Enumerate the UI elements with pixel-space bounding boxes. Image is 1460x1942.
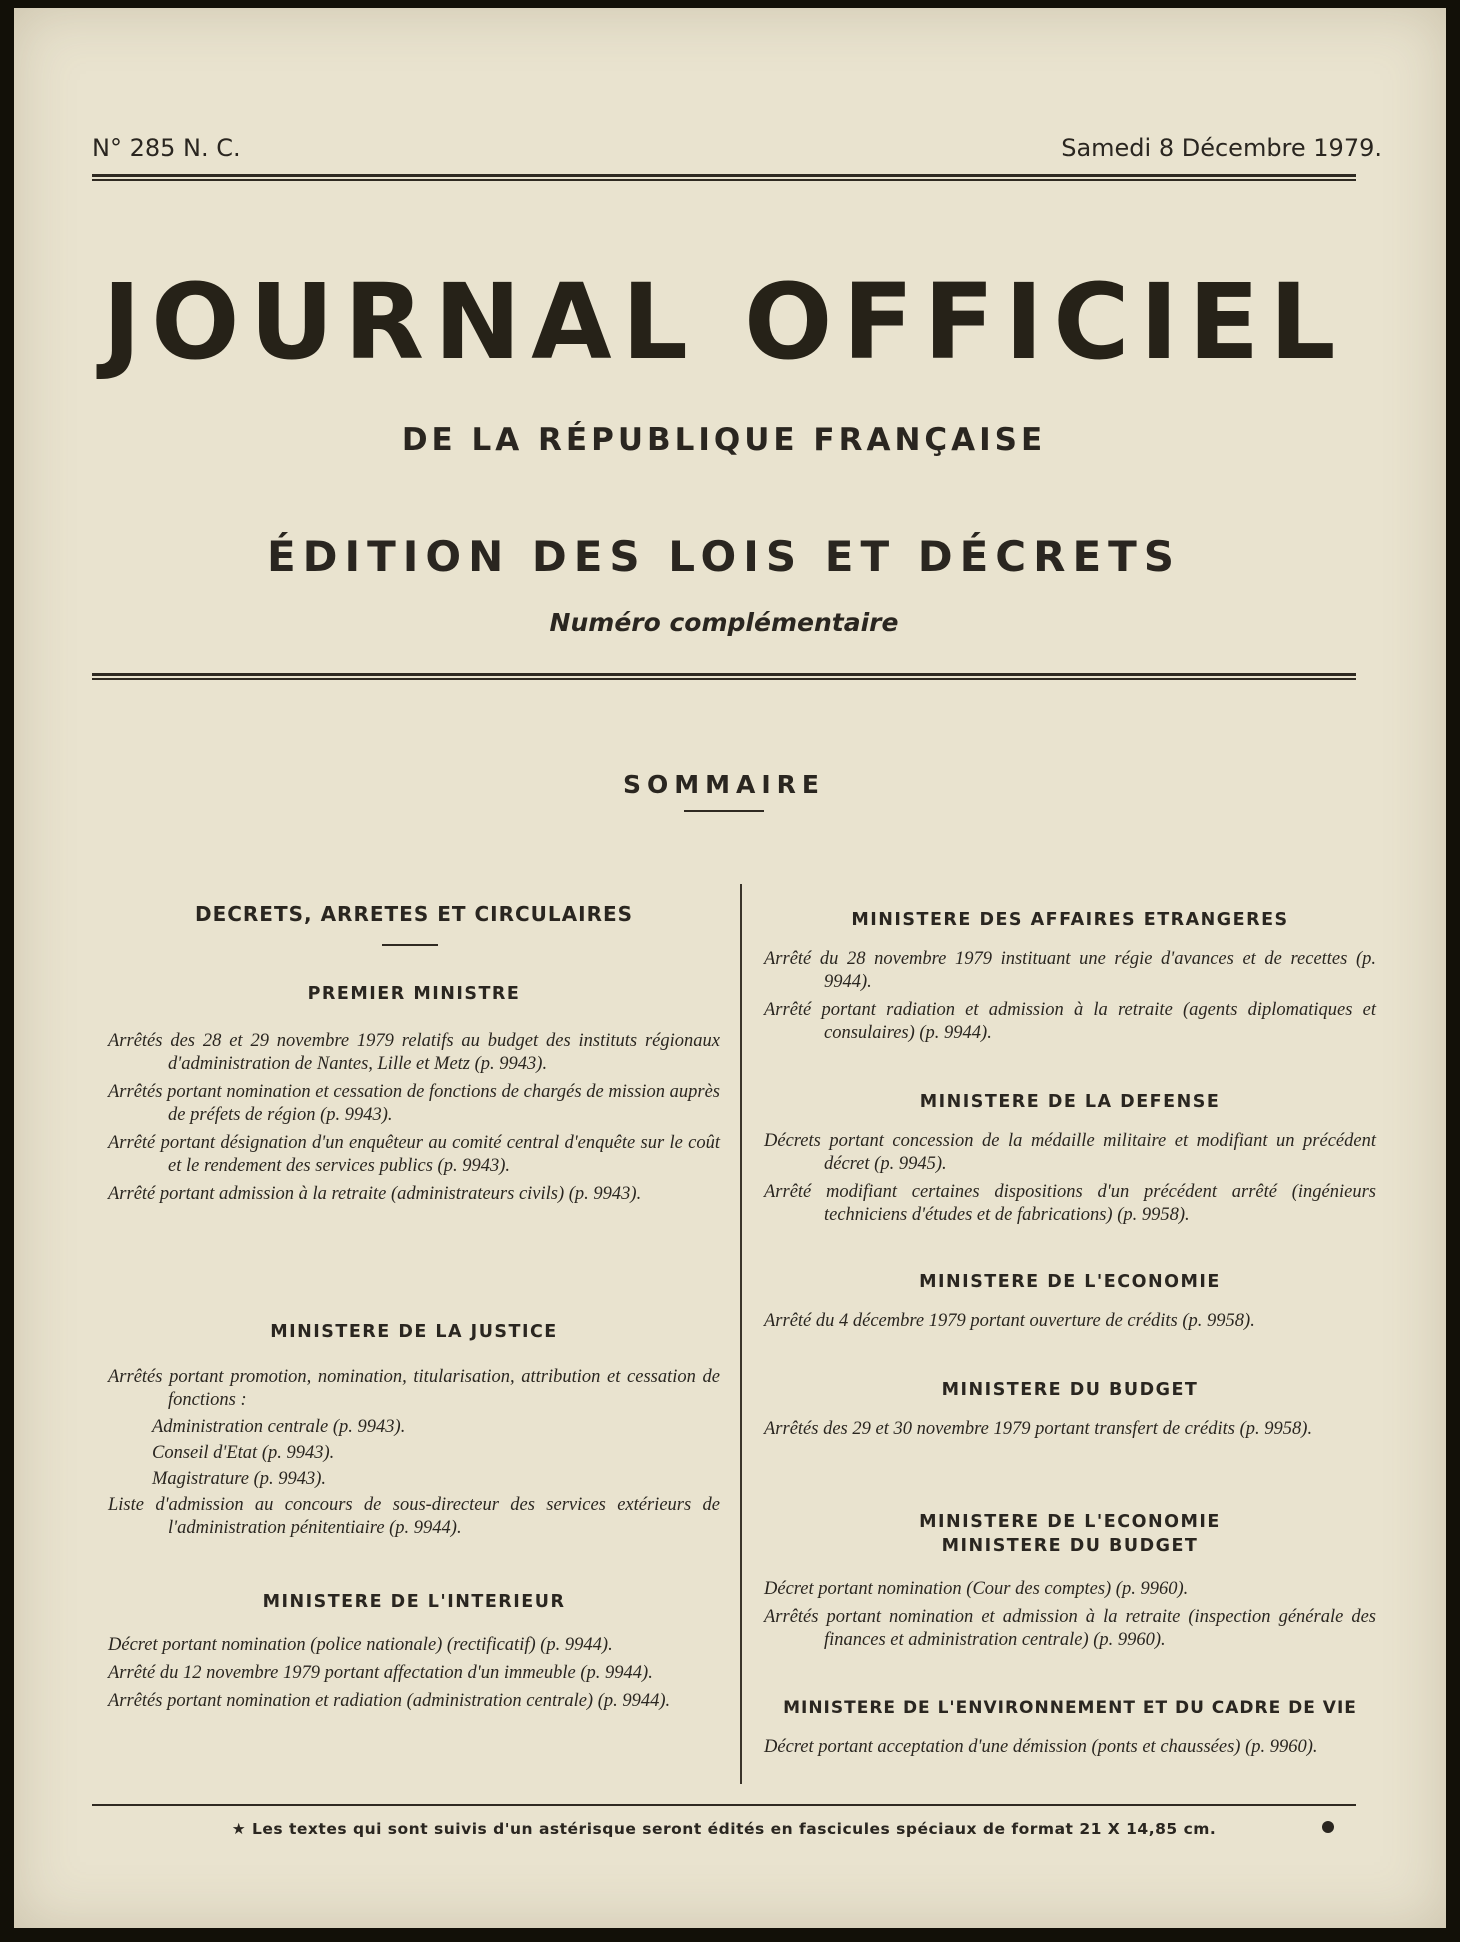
- entry: Arrêté du 12 novembre 1979 portant affectation d'un immeuble (p. 9944).: [108, 1663, 653, 1683]
- main-heading: DECRETS, ARRETES ET CIRCULAIRES: [194, 902, 634, 926]
- entry: Arrêté portant désignation d'un enquêteur au comité central d'enquête sur le coût et le rendement des services publics (p. 9943).: [108, 1133, 720, 1176]
- section-heading: MINISTERE DE LA JUSTICE: [270, 1322, 558, 1342]
- document-page: [14, 8, 1446, 1928]
- section-heading: MINISTERE DE L'INTERIEUR: [262, 1592, 566, 1612]
- entry: Arrêtés des 29 et 30 novembre 1979 portant transfert de crédits (p. 9958).: [764, 1419, 1313, 1439]
- masthead-rule: [92, 673, 1356, 680]
- section-entries: [764, 1130, 1376, 1232]
- sub-entry: Administration centrale (p. 9943).: [152, 1417, 406, 1437]
- entry: Arrêtés des 28 et 29 novembre 1979 relatifs au budget des instituts régionaux d'administration de Nantes, Lille et Metz (p. 9943).: [108, 1031, 720, 1074]
- section-entries: [764, 1310, 1376, 1338]
- sommaire-title: SOMMAIRE: [623, 770, 825, 799]
- journal-subtitle: DE LA RÉPUBLIQUE FRANÇAISE: [401, 422, 1047, 458]
- column-divider: [740, 884, 742, 1784]
- edition-complement: Numéro complémentaire: [549, 608, 899, 637]
- entry: Décrets portant concession de la médaille militaire et modifiant un précédent décret (p. 9945).: [764, 1131, 1376, 1174]
- sub-entry: Magistrature (p. 9943).: [152, 1469, 327, 1489]
- entry: Arrêté portant radiation et admission à la retraite (agents diplomatiques et consulaires) (p. 9944).: [764, 1000, 1376, 1043]
- section-entries: [764, 948, 1376, 1050]
- section-heading: PREMIER MINISTRE: [307, 984, 521, 1004]
- section-heading: MINISTERE DE L'ECONOMIE: [919, 1512, 1221, 1532]
- entry: Décret portant nomination (police nationale) (rectificatif) (p. 9944).: [108, 1635, 613, 1655]
- entry: Arrêtés portant nomination et cessation de fonctions de chargés de mission auprès de préfets de région (p. 9943).: [108, 1082, 720, 1125]
- entry: Arrêtés portant nomination et admission à la retraite (inspection générale des finances et administration centrale) (p. 9960).: [764, 1607, 1376, 1650]
- entry: Arrêté portant admission à la retraite (administrateurs civils) (p. 9943).: [108, 1184, 642, 1204]
- header-rule: [92, 174, 1356, 181]
- section-heading: MINISTERE DU BUDGET: [941, 1380, 1199, 1400]
- section-entries: [108, 1030, 720, 1211]
- entry: Décret portant nomination (Cour des comptes) (p. 9960).: [764, 1579, 1189, 1599]
- section-entries: [764, 1418, 1376, 1446]
- section-heading: MINISTERE DE LA DEFENSE: [919, 1092, 1221, 1112]
- entry: Arrêtés portant promotion, nomination, titularisation, attribution et cessation de fonctions :: [108, 1367, 720, 1410]
- entry: Arrêtés portant nomination et radiation (administration centrale) (p. 9944).: [108, 1691, 671, 1711]
- edition-title: ÉDITION DES LOIS ET DÉCRETS: [266, 532, 1182, 581]
- entry: Arrêté modifiant certaines dispositions d'un précédent arrêté (ingénieurs techniciens d'études et de fabrications) (p. 9958).: [764, 1182, 1376, 1225]
- entry: Arrêté du 4 décembre 1979 portant ouverture de crédits (p. 9958).: [764, 1311, 1255, 1331]
- bullet-dot-icon: [1322, 1821, 1334, 1833]
- entry: Décret portant acceptation d'une démission (ponts et chaussées) (p. 9960).: [764, 1737, 1318, 1757]
- section-heading: MINISTERE DES AFFAIRES ETRANGERES: [851, 910, 1289, 930]
- footer-rule: [92, 1804, 1356, 1806]
- section-entries: [108, 1366, 720, 1545]
- journal-title: JOURNAL OFFICIEL: [102, 261, 1346, 383]
- entry: Liste d'admission au concours de sous-directeur des services extérieurs de l'administration pénitentiaire (p. 9944).: [108, 1495, 720, 1538]
- footnote: ★ Les textes qui sont suivis d'un astérisque seront édités en fascicules spéciaux de format 21 X 14,85 cm.: [231, 1820, 1217, 1838]
- section-entries: [108, 1634, 720, 1718]
- section-heading: MINISTERE DE L'ENVIRONNEMENT ET DU CADRE DE VIE: [783, 1698, 1357, 1718]
- sommaire-rule: [684, 810, 764, 812]
- section-heading: MINISTERE DE L'ECONOMIE: [919, 1272, 1221, 1292]
- section-entries: [764, 1736, 1376, 1764]
- main-heading-rule: [382, 944, 438, 946]
- section-heading-secondary: MINISTERE DU BUDGET: [941, 1536, 1199, 1556]
- issue-number: N° 285 N. C.: [92, 134, 241, 162]
- section-entries: [764, 1578, 1376, 1657]
- entry: Arrêté du 28 novembre 1979 instituant une régie d'avances et de recettes (p. 9944).: [764, 949, 1376, 992]
- sub-entry: Conseil d'Etat (p. 9943).: [152, 1443, 335, 1463]
- issue-date: Samedi 8 Décembre 1979.: [1061, 134, 1382, 162]
